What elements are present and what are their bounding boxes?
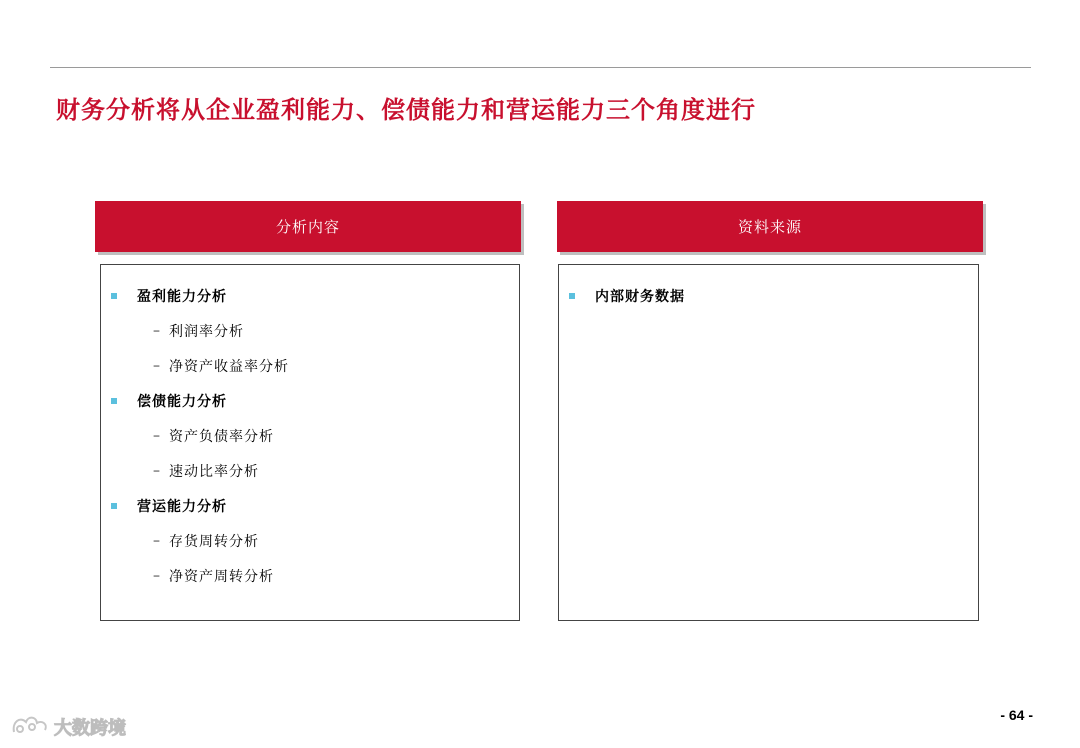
sub-item-label: 资产负债率分析 [169, 428, 274, 445]
source-list [559, 265, 978, 313]
list-item [101, 488, 519, 523]
left-column-header [95, 201, 521, 252]
list-item [101, 383, 519, 418]
dash-icon: – [153, 462, 161, 479]
right-column-header-label: 资料来源 [737, 218, 802, 236]
bullet-square-icon [111, 503, 117, 509]
sub-list-item [101, 558, 519, 593]
dash-icon: – [153, 427, 161, 444]
bullet-square-icon [569, 293, 575, 299]
sub-item-label: 存货周转分析 [169, 533, 259, 550]
sub-list-item [101, 348, 519, 383]
watermark-logo-icon [10, 712, 50, 742]
slide-title: 财务分析将从企业盈利能力、偿债能力和营运能力三个角度进行 [56, 95, 756, 124]
list-item [559, 278, 978, 313]
sub-item-label: 净资产收益率分析 [169, 358, 289, 375]
analysis-list [101, 265, 519, 593]
dash-icon: – [153, 357, 161, 374]
sub-list-item [101, 313, 519, 348]
bullet-label: 内部财务数据 [595, 288, 685, 305]
bullet-label: 营运能力分析 [137, 498, 227, 515]
sub-list-item [101, 523, 519, 558]
list-item [101, 278, 519, 313]
bullet-label: 偿债能力分析 [137, 393, 227, 410]
bullet-square-icon [111, 398, 117, 404]
sub-item-label: 速动比率分析 [169, 463, 259, 480]
bullet-square-icon [111, 293, 117, 299]
watermark [10, 712, 126, 742]
right-content-box [558, 264, 979, 621]
sub-item-label: 净资产周转分析 [169, 568, 274, 585]
sub-list-item [101, 418, 519, 453]
right-column-header [557, 201, 983, 252]
sub-list-item [101, 453, 519, 488]
sub-item-label: 利润率分析 [169, 323, 244, 340]
page-number: - 64 - [1000, 707, 1033, 723]
left-column-header-label: 分析内容 [275, 218, 340, 236]
watermark-text: 大数跨境 [54, 718, 126, 739]
dash-icon: – [153, 532, 161, 549]
left-content-box [100, 264, 520, 621]
top-divider [50, 67, 1031, 68]
bullet-label: 盈利能力分析 [137, 288, 227, 305]
dash-icon: – [153, 567, 161, 584]
dash-icon: – [153, 322, 161, 339]
